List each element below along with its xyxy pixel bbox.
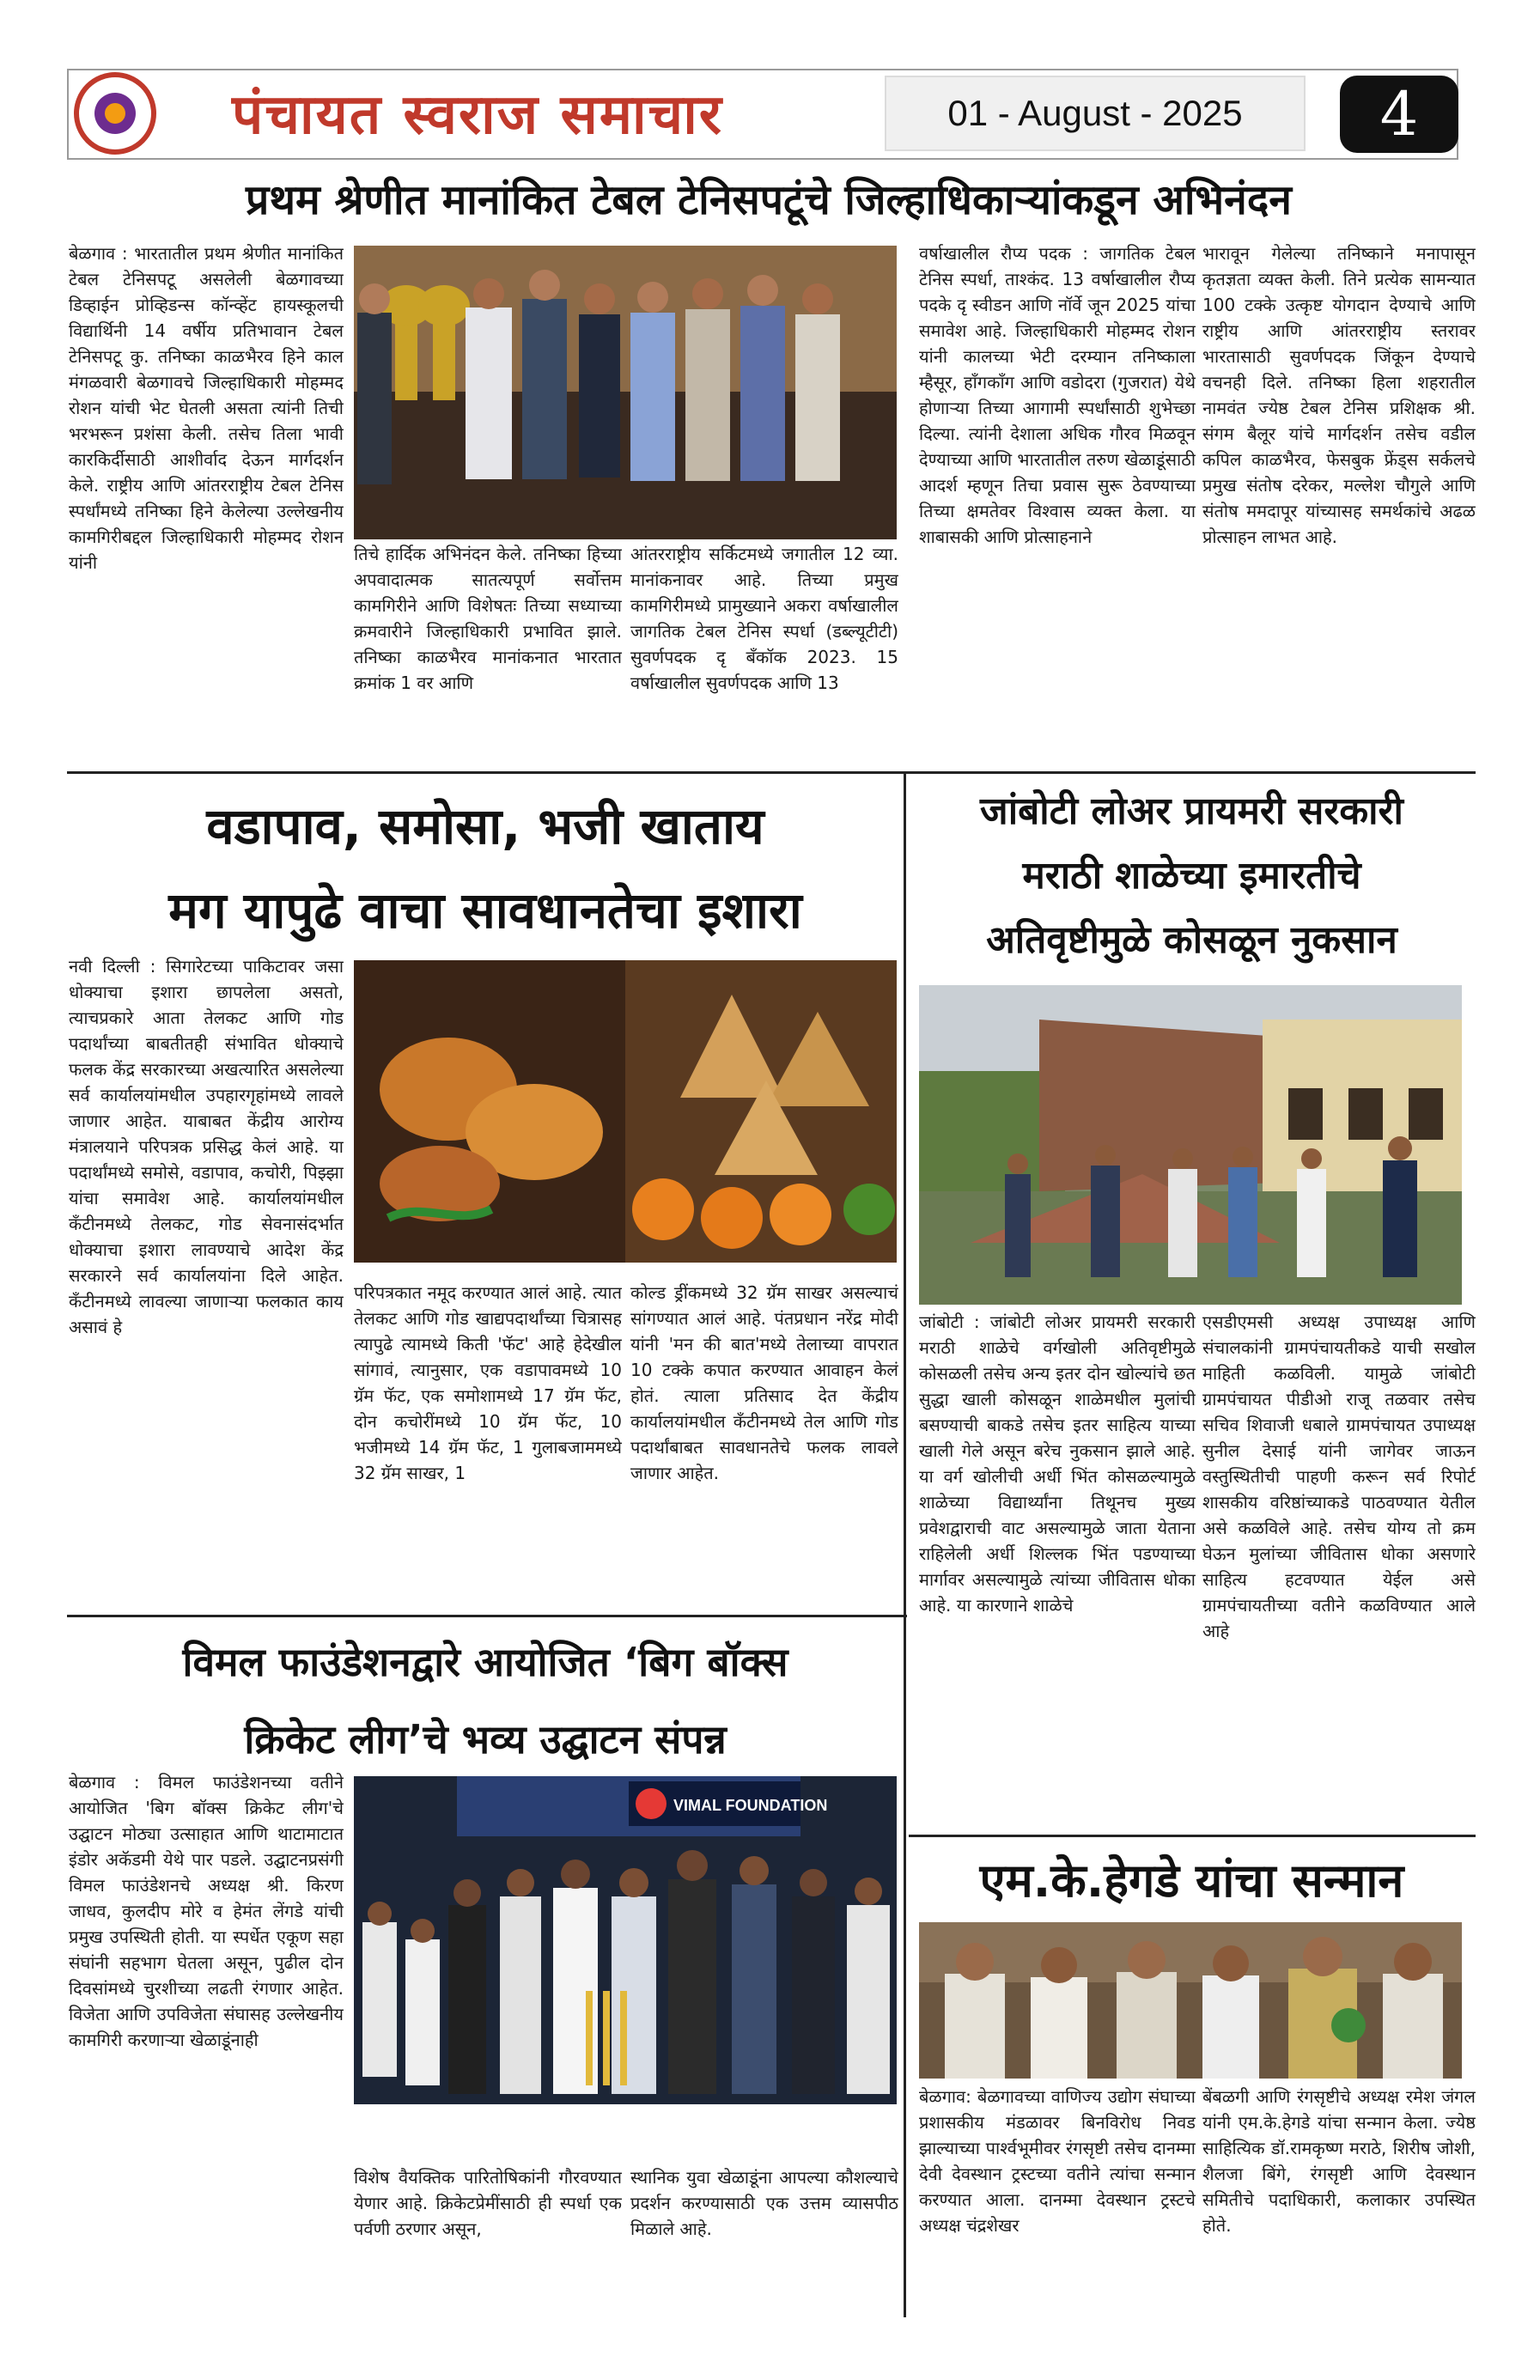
story3-headline-line1: जांबोटी लोअर प्रायमरी सरकारी [980, 789, 1403, 833]
logo-core-mark [105, 103, 125, 124]
story1-photo [354, 246, 897, 539]
story4-photo-art [354, 1776, 897, 2104]
story4-column-1: बेळगाव : विमल फाउंडेशनच्या वतीने आयोजित 'बिग बॉक्स क्रिकेट लीग'चे उद्घाटन मोठ्या उत्साहात आणि थाटामाटात इंडोर अकॅडमी येथे पार पडले. उद्घाटनप्रसंगी विमल फाउंडेशनचे अध्यक्ष श्री. किरण जाधव, कुलदीप मोरे व हेमंत लेंगडे यांची प्रमुख उपस्थिती होती. या स्पर्धेत एकूण सहा संघांनी सहभाग घेतला असून, पुढील दोन दिवसांमध्ये चुरशीच्या लढती रंगणार आहेत. विजेता आणि उपविजेता संघासह उल्लेखनीय कामगिरी करणाऱ्या खेळाडूंनाही [69, 1772, 344, 2050]
story3-headline-line2: मराठी शाळेच्या इमारतीचे [1022, 854, 1361, 898]
publication-title: पंचायत स्वराज समाचार [232, 82, 723, 147]
story2-headline-line2: मग यापुढे वाचा सावधानतेचा इशारा [168, 881, 802, 940]
story1-column-2a: तिचे हार्दिक अभिनंदन केले. तनिष्का हिच्या अपवादात्मक सातत्यपूर्ण सर्वोत्तम कामगिरीने आणि विशेषतः तिच्या सध्याच्या क्रमवारीने जिल्हाधिकारी प्रभावित झाले. तनिष्का काळभैरव मानांकनात भारतात क्रमांक 1 वर आणि [354, 544, 622, 693]
story2-column-1: नवी दिल्ली : सिगारेटच्या पाकिटावर जसा धोक्याचा इशारा छापलेला असतो, त्याचप्रकारे आता तेलकट आणि गोड पदार्थांच्या बाबतीतही संभावित धोक्याचे फलक केंद्र सरकारच्या अखत्यारित असलेल्या सर्व कार्यालयांमधील उपहारगृहांमध्ये लावले जाणार आहेत. याबाबत केंद्रीय आरोग्य मंत्रालयाने परिपत्रक प्रसिद्ध केलं आहे. या पदार्थांमध्ये समोसे, वडापाव, कचोरी, पिझ्झा यांचा समावेश आहे. कार्यालयांमधील कँटीनमध्ये तेलकट, गोड सेवनासंदर्भात धोक्याचा इशारा लावण्याचे आदेश केंद्र सरकारने सर्व कार्यालयांना दिले आहेत. कँटीनमध्ये लावल्या जाणाऱ्या फलकात काय असावं हे [69, 956, 344, 1337]
story3-column-2: एसडीएमसी अध्यक्ष उपाध्यक्ष आणि संचालकांनी ग्रामपंचायतीकडे याची सखोल माहिती कळविली. यामुळे जांबोटी ग्रामपंचायत पीडीओ राजू तळवार तसेच सचिव शिवाजी धबाले ग्रामपंचायत उपाध्यक्ष सुनील देसाई यांनी जागेवर जाऊन वस्तुस्थितीची पाहणी करून सर्व रिपोर्ट शासकीय वरिष्ठांच्याकडे पाठवण्यात येतील असे कळविले आहे. तसेच योग्य तो क्रम घेऊन मुलांच्या जीवितास धोका असणारे साहित्य हटवण्यात येईल असे ग्रामपंचायतीच्या वतीने कळविण्यात आले आहे [1202, 1312, 1476, 1641]
story3-column-1: जांबोटी : जांबोटी लोअर प्रायमरी सरकारी मराठी शाळेचे वर्गखोली अतिवृष्टीमुळे कोसळली तसेच अन्य इतर दोन खोल्यांचे छत सुद्धा खाली कोसळून शाळेमधील मुलांची बसण्याची बाकडे तसेच इतर साहित्य याच्या खाली गेले असून बरेच नुकसान झाले आहे. या वर्ग खोलीची अर्धी भिंत कोसळल्यामुळे शाळेच्या विद्यार्थ्यांना तिथूनच मुख्य प्रवेशद्वाराची वाट असल्यामुळे जाता येताना राहिलेली अर्धी शिल्लक भिंत पडण्याच्या मार्गावर असल्यामुळे त्यांच्या जीवितास धोका आहे. या कारणाने शाळेचे [919, 1312, 1196, 1616]
story4-headline-line2: क्रिकेट लीग’चे भव्य उद्घाटन संपन्न [244, 1716, 727, 1762]
story4-photo [354, 1776, 897, 2104]
story1-column-2b: आंतरराष्ट्रीय सर्किटमध्ये जगातील 12 व्या. मानांकनावर आहे. तिच्या प्रमुख कामगिरीमध्ये प्रामुख्याने अकरा वर्षाखालील जागतिक टेबल टेनिस स्पर्धा (डब्ल्यूटीटी) सुवर्णपदक दृ बँकॉक 2023. 15 वर्षाखालील सुवर्णपदक आणि 13 [630, 544, 898, 693]
story3-photo-art [919, 985, 1462, 1305]
story4-headline-line1: विमल फाउंडेशनद्वारे आयोजित ‘बिग बॉक्स [182, 1639, 788, 1685]
story2-photo-art [354, 960, 897, 1263]
story5-photo [919, 1922, 1462, 2079]
section-divider [909, 1835, 1476, 1837]
issue-date: 01 - August - 2025 [885, 76, 1306, 151]
story4-column-3: स्थानिक युवा खेळाडूंना आपल्या कौशल्याचे प्रदर्शन करण्यासाठी एक उत्तम व्यासपीठ मिळाले आहे. [630, 2167, 898, 2239]
story4-column-2: विशेष वैयक्तिक पारितोषिकांनी गौरवण्यात येणार आहे. क्रिकेटप्रेमींसाठी ही स्पर्धा एक पर्वणी ठरणार असून, [354, 2167, 622, 2239]
section-divider [67, 771, 1476, 774]
photo-banner-text: VIMAL FOUNDATION [673, 1797, 828, 1814]
story5-column-2: बेंबळगी आणि रंगसृष्टीचे अध्यक्ष रमेश जंगल यांनी एम.के.हेगडे यांचा सन्मान केला. ज्येष्ठ साहित्यिक डॉ.रामकृष्ण मराठे, शिरीष जोशी, शैलजा बिंगे, रंगसृष्टी आणि देवस्थान समितीचे पदाधिकारी, कलाकार उपस्थित होते. [1202, 2086, 1476, 2236]
story2-headline-line1: वडापाव, समोसा, भजी खाताय [206, 797, 764, 855]
story1-column-4: भारावून गेलेल्या तनिष्काने मनापासून कृतज्ञता व्यक्त केली. तिने प्रत्येक सामन्यात 100 टक्के उत्कृष्ट योगदान देण्याचे आणि राष्ट्रीय आणि आंतरराष्ट्रीय स्तरावर भारतासाठी सुवर्णपदक जिंकून देण्याचे वचनही दिले. तनिष्का हिला शहरातील नामवंत ज्येष्ठ टेबल टेनिस प्रशिक्षक श्री. संगम बैलूर यांचे मार्गदर्शन तसेच वडील कपिल काळभैरव, फेसबुक फ्रेंड्स सर्कलचे प्रमुख संतोष दरेकर, मल्लेश चौगुले आणि संतोष ममदापूर यांच्यासह समर्थकांचे अढळ प्रोत्साहन लाभत आहे. [1202, 243, 1476, 547]
story5-column-1: बेळगाव: बेळगावच्या वाणिज्य उद्योग संघाच्या प्रशासकीय मंडळावर बिनविरोध निवड झाल्याच्या पार्श्वभूमीवर रंगसृष्टी तसेच दानम्मा देवी देवस्थान ट्रस्टच्या वतीने त्यांचा सन्मान करण्यात आला. दानम्मा देवस्थान ट्रस्टचे अध्यक्ष चंद्रशेखर [919, 2086, 1196, 2236]
story1-photo-art [354, 246, 897, 539]
column-divider [904, 771, 906, 2317]
story1-headline: प्रथम श्रेणीत मानांकित टेबल टेनिसपटूंचे जिल्हाधिकाऱ्यांकडून अभिनंदन [246, 176, 1292, 224]
story3-photo [919, 985, 1462, 1305]
story1-column-1: बेळगाव : भारतातील प्रथम श्रेणीत मानांकित टेबल टेनिसपटू असलेली बेळगावच्या डिव्हाईन प्रोव्हिडन्स कॉन्व्हेंट हायस्कूलची विद्यार्थिनी 14 वर्षीय प्रतिभावान टेबल टेनिसपटू कु. तनिष्का काळभैरव हिने काल मंगळवारी बेळगावचे जिल्हाधिकारी मोहम्मद रोशन यांची भेट घेतली असता त्यांनी तिची भरभरून प्रशंसा केली. तसेच तिला भावी कारकिर्दीसाठी आशीर्वाद देऊन मार्गदर्शन केले. राष्ट्रीय आणि आंतरराष्ट्रीय टेबल टेनिस स्पर्धांमध्ये तनिष्का हिने केलेल्या उल्लेखनीय कामगिरीबद्दल जिल्हाधिकारी मोहम्मद रोशन यांनी [69, 243, 344, 573]
story5-headline: एम.के.हेगडे यांचा सन्मान [979, 1853, 1404, 1908]
story1-column-3: वर्षाखालील रौप्य पदक : जागतिक टेबल टेनिस स्पर्धा, ताश्कंद. 13 वर्षाखालील रौप्य पदके दृ स्वीडन आणि नॉर्वे जून 2025 यांचा समावेश आहे. जिल्हाधिकारी मोहम्मद रोशन यांनी कालच्या भेटी दरम्यान तनिष्काला म्हैसूर, हाँगकाँग आणि वडोदरा (गुजरात) येथे होणाऱ्या तिच्या आगामी स्पर्धांसाठी शुभेच्छा दिल्या. त्यांनी देशाला अधिक गौरव मिळवून देण्याच्या आणि भारतातील तरुण खेळाडूंसाठी आदर्श म्हणून तिचा प्रवास सुरू ठेवण्याच्या तिच्या क्षमतेवर विश्वास व्यक्त केला. या शाबासकी आणि प्रोत्साहनाने [919, 243, 1196, 547]
section-divider [67, 1615, 907, 1617]
page-number-badge: 4 [1340, 76, 1458, 153]
story2-column-2: परिपत्रकात नमूद करण्यात आलं आहे. त्यात तेलकट आणि गोड खाद्यपदार्थांच्या चित्रासह त्यापुढे त्यामध्ये किती 'फॅट' आहे हेदेखील सांगावं, त्यानुसार, एक वडापावमध्ये 10 ग्रॅम फॅट, एक समोशामध्ये 17 ग्रॅम फॅट, दोन कचोरींमध्ये 10 ग्रॅम फॅट, 10 भजीमध्ये 14 ग्रॅम फॅट, 1 गुलाबजाममध्ये 32 ग्रॅम साखर, 1 [354, 1282, 622, 1483]
story3-headline-line3: अतिवृष्टीमुळे कोसळून नुकसान [986, 918, 1397, 962]
story2-column-3: कोल्ड ड्रींकमध्ये 32 ग्रॅम साखर असल्याचं सांगण्यात आलं आहे. पंतप्रधान नरेंद्र मोदी यांनी 'मन की बात'मध्ये तेलाच्या वापरात 10 टक्के कपात करण्यात आवाहन केलं होतं. त्याला प्रतिसाद देत केंद्रीय कार्यालयांमधील कँटीनमध्ये तेल आणि गोड पदार्थांबाबत सावधानतेचे फलक लावले जाणार आहेत. [630, 1282, 898, 1483]
story5-photo-art [919, 1922, 1462, 2079]
story2-photo [354, 960, 897, 1263]
